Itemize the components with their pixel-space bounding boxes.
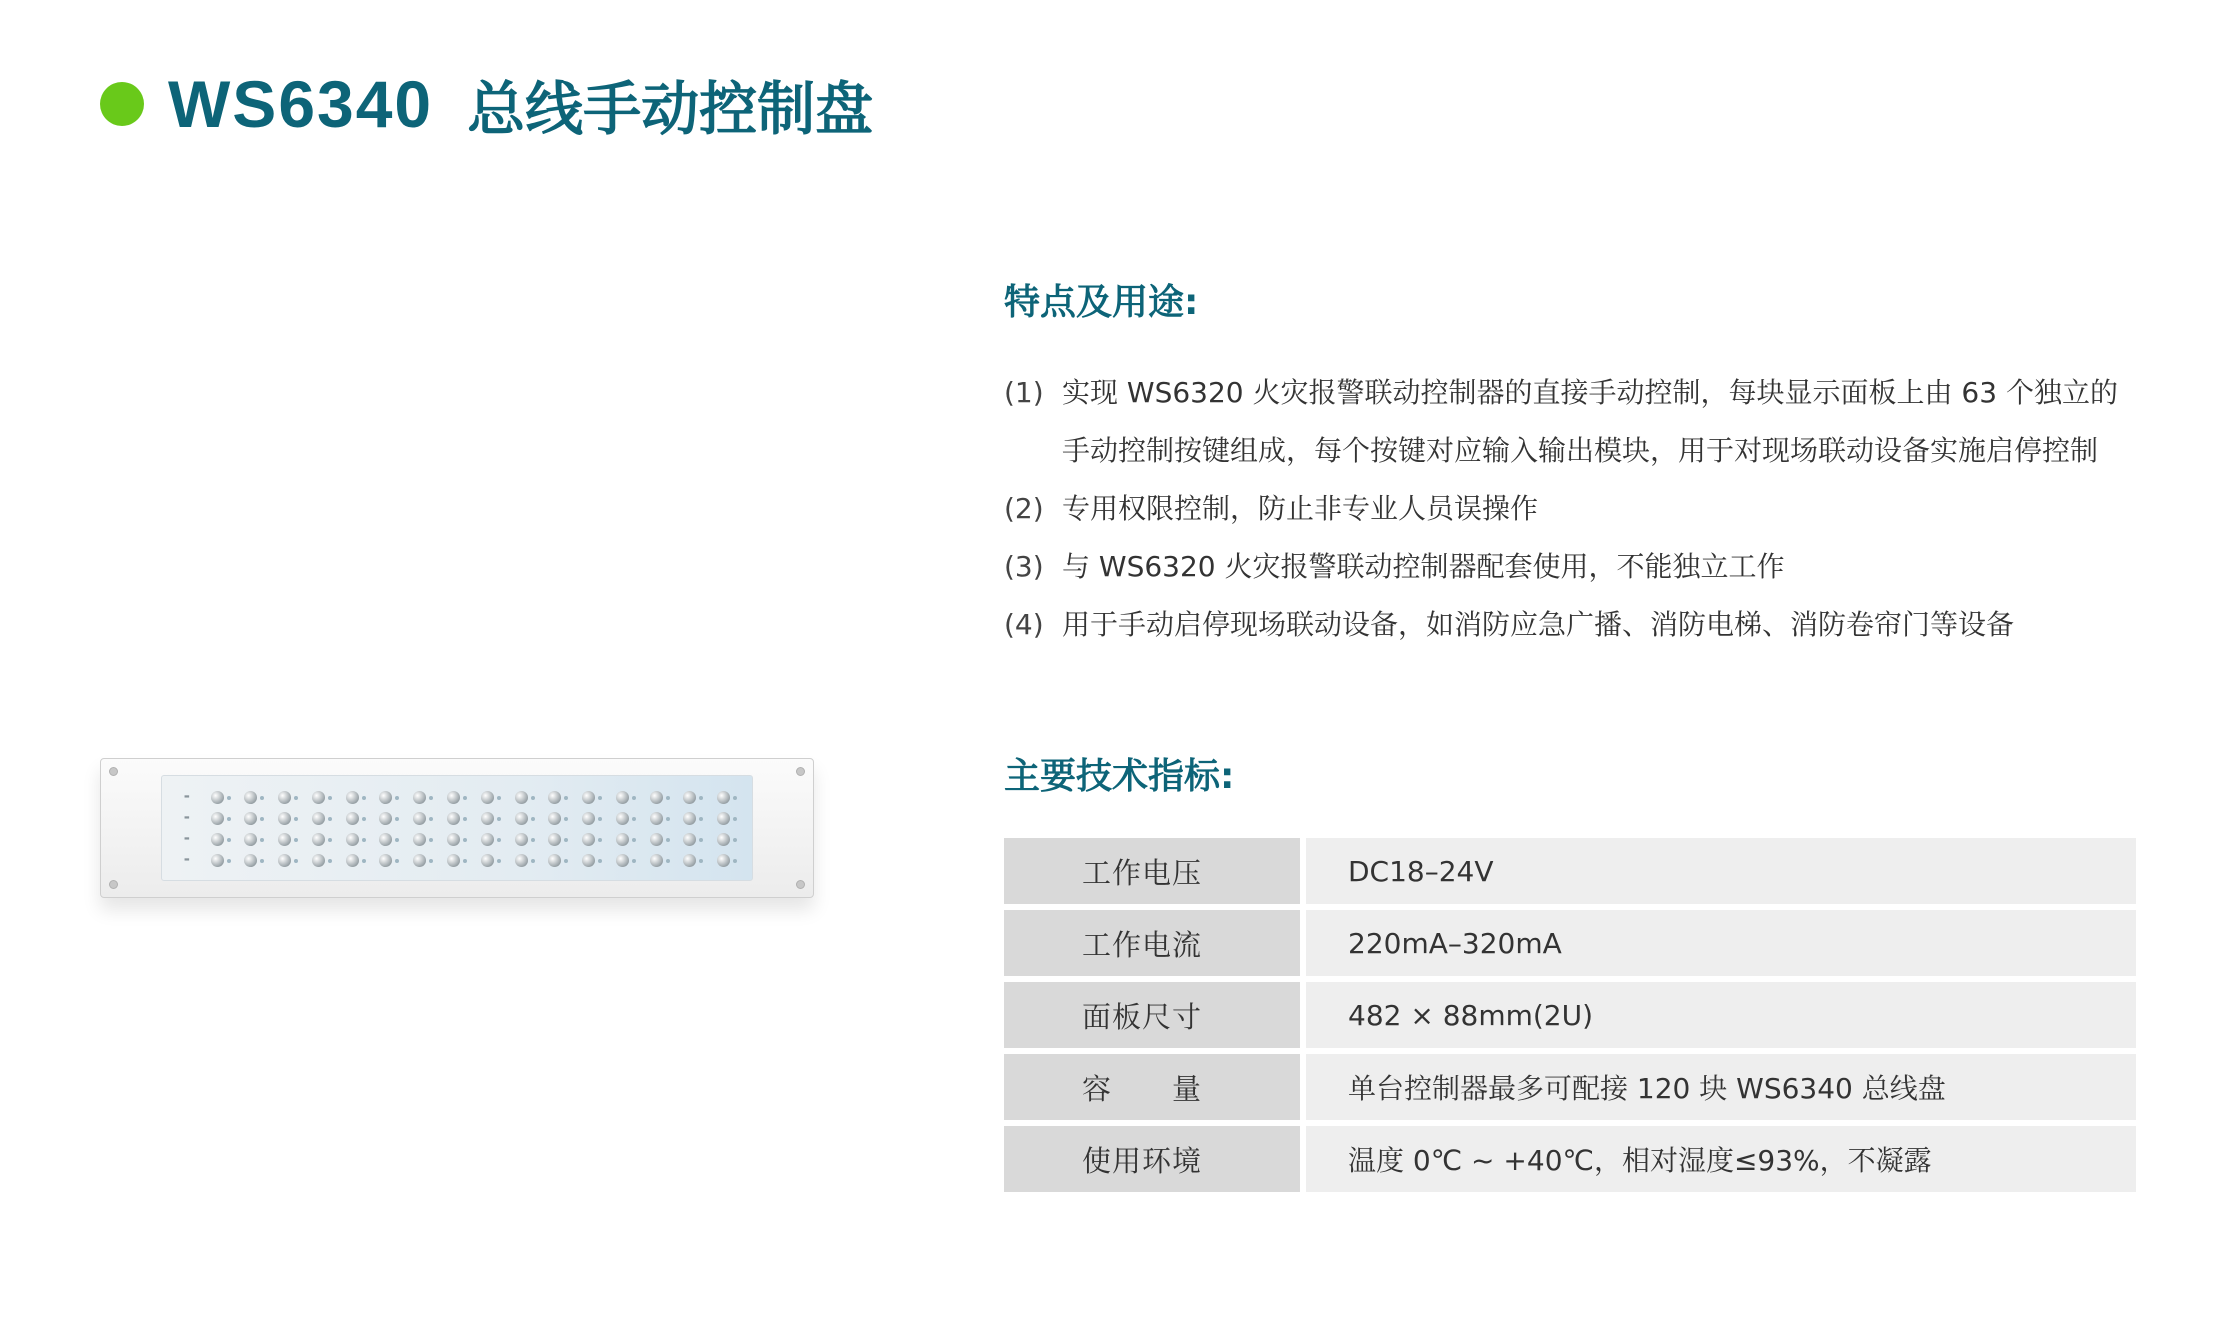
led-icon bbox=[227, 817, 231, 821]
row-label-mark: ▬ bbox=[184, 856, 190, 863]
knob-icon bbox=[717, 808, 737, 827]
rack-panel bbox=[100, 758, 814, 898]
button-face bbox=[161, 775, 753, 881]
knob-icon bbox=[278, 829, 298, 848]
led-icon bbox=[497, 796, 501, 800]
table-row bbox=[1004, 1054, 2136, 1120]
led-icon bbox=[632, 859, 636, 863]
led-icon bbox=[632, 817, 636, 821]
knob-icon bbox=[413, 854, 426, 867]
feature-text: 专用权限控制，防止非专业人员误操作 bbox=[1062, 492, 1539, 525]
knob-icon bbox=[616, 833, 629, 846]
knob-icon bbox=[413, 791, 426, 804]
led-icon bbox=[733, 796, 737, 800]
button-grid bbox=[170, 786, 744, 870]
knob-icon bbox=[278, 808, 298, 827]
spec-value: 温度 0℃ ~ +40℃，相对湿度≤93%，不凝露 bbox=[1306, 1126, 2136, 1192]
knob-icon bbox=[650, 812, 663, 825]
led-icon bbox=[463, 859, 467, 863]
led-icon bbox=[328, 859, 332, 863]
led-icon bbox=[294, 817, 298, 821]
knob-icon bbox=[481, 854, 494, 867]
knob-icon bbox=[379, 829, 399, 848]
knob-icon bbox=[616, 829, 636, 848]
led-icon bbox=[429, 796, 433, 800]
knob-icon bbox=[683, 833, 696, 846]
knob-icon bbox=[312, 812, 325, 825]
led-icon bbox=[362, 859, 366, 863]
led-icon bbox=[395, 838, 399, 842]
knob-icon bbox=[447, 787, 467, 806]
knob-icon bbox=[515, 787, 535, 806]
led-icon bbox=[632, 796, 636, 800]
product-model: WS6340 bbox=[168, 67, 434, 141]
knob-icon bbox=[481, 808, 501, 827]
spec-value: 220mA–320mA bbox=[1306, 910, 2136, 976]
led-icon bbox=[564, 817, 568, 821]
knob-icon bbox=[616, 812, 629, 825]
led-icon bbox=[666, 838, 670, 842]
knob-icon bbox=[413, 850, 433, 869]
knob-icon bbox=[582, 791, 595, 804]
knob-icon bbox=[278, 850, 298, 869]
knob-icon bbox=[346, 812, 359, 825]
led-icon bbox=[260, 859, 264, 863]
spec-label: 使用环境 bbox=[1004, 1126, 1300, 1192]
knob-icon bbox=[481, 829, 501, 848]
knob-icon bbox=[312, 791, 325, 804]
knob-icon bbox=[211, 829, 231, 848]
knob-icon bbox=[413, 787, 433, 806]
knob-icon bbox=[548, 808, 568, 827]
bullet-dot-icon bbox=[100, 82, 144, 126]
led-icon bbox=[328, 817, 332, 821]
features-list bbox=[1004, 364, 2134, 654]
knob-icon bbox=[515, 833, 528, 846]
knob-icon bbox=[548, 812, 561, 825]
led-icon bbox=[429, 817, 433, 821]
led-icon bbox=[362, 838, 366, 842]
knob-icon bbox=[278, 812, 291, 825]
knob-icon bbox=[447, 854, 460, 867]
knob-icon bbox=[717, 854, 730, 867]
led-icon bbox=[666, 859, 670, 863]
knob-icon bbox=[447, 808, 467, 827]
knob-icon bbox=[447, 850, 467, 869]
led-icon bbox=[294, 796, 298, 800]
knob-icon bbox=[650, 854, 663, 867]
knob-icon bbox=[548, 829, 568, 848]
feature-item bbox=[1004, 364, 2134, 480]
led-icon bbox=[294, 859, 298, 863]
knob-icon bbox=[278, 854, 291, 867]
knob-icon bbox=[346, 850, 366, 869]
knob-icon bbox=[717, 812, 730, 825]
knob-icon bbox=[278, 833, 291, 846]
knob-icon bbox=[413, 812, 426, 825]
knob-icon bbox=[717, 791, 730, 804]
led-icon bbox=[598, 838, 602, 842]
led-icon bbox=[328, 796, 332, 800]
knob-icon bbox=[548, 791, 561, 804]
led-icon bbox=[294, 838, 298, 842]
knob-icon bbox=[379, 833, 392, 846]
led-icon bbox=[260, 817, 264, 821]
feature-number: (1) bbox=[1004, 376, 1044, 409]
knob-icon bbox=[413, 829, 433, 848]
knob-icon bbox=[650, 808, 670, 827]
led-icon bbox=[733, 817, 737, 821]
knob-icon bbox=[582, 812, 595, 825]
knob-icon bbox=[650, 829, 670, 848]
table-row bbox=[1004, 982, 2136, 1048]
knob-icon bbox=[211, 787, 231, 806]
knob-icon bbox=[582, 829, 602, 848]
feature-number: (3) bbox=[1004, 550, 1044, 583]
knob-icon bbox=[616, 787, 636, 806]
knob-icon bbox=[244, 833, 257, 846]
knob-icon bbox=[582, 808, 602, 827]
knob-icon bbox=[548, 854, 561, 867]
knob-icon bbox=[515, 812, 528, 825]
knob-icon bbox=[211, 833, 224, 846]
table-row bbox=[1004, 910, 2136, 976]
led-icon bbox=[463, 817, 467, 821]
knob-icon bbox=[582, 850, 602, 869]
knob-icon bbox=[346, 829, 366, 848]
led-icon bbox=[531, 838, 535, 842]
row-label-mark: ▬ bbox=[184, 814, 190, 821]
led-icon bbox=[227, 796, 231, 800]
knob-icon bbox=[379, 812, 392, 825]
knob-icon bbox=[582, 833, 595, 846]
led-icon bbox=[429, 859, 433, 863]
knob-icon bbox=[447, 833, 460, 846]
knob-icon bbox=[211, 812, 224, 825]
knob-icon bbox=[346, 787, 366, 806]
led-icon bbox=[598, 859, 602, 863]
knob-icon bbox=[582, 854, 595, 867]
spec-value: 482 × 88mm(2U) bbox=[1306, 982, 2136, 1048]
led-icon bbox=[260, 796, 264, 800]
knob-icon bbox=[515, 850, 535, 869]
led-icon bbox=[260, 838, 264, 842]
spec-value: DC18–24V bbox=[1306, 838, 2136, 904]
row-label-mark: ▬ bbox=[184, 835, 190, 842]
knob-icon bbox=[515, 791, 528, 804]
knob-icon bbox=[244, 812, 257, 825]
knob-icon bbox=[211, 854, 224, 867]
led-icon bbox=[564, 859, 568, 863]
product-name: 总线手动控制盘 bbox=[467, 75, 874, 143]
led-icon bbox=[564, 796, 568, 800]
knob-icon bbox=[447, 791, 460, 804]
feature-number: (2) bbox=[1004, 492, 1044, 525]
knob-icon bbox=[616, 854, 629, 867]
led-icon bbox=[227, 838, 231, 842]
led-icon bbox=[395, 796, 399, 800]
feature-number: (4) bbox=[1004, 608, 1044, 641]
knob-icon bbox=[616, 850, 636, 869]
feature-item bbox=[1004, 480, 2134, 538]
knob-icon bbox=[548, 787, 568, 806]
knob-icon bbox=[413, 833, 426, 846]
knob-icon bbox=[211, 850, 231, 869]
knob-icon bbox=[211, 791, 224, 804]
led-icon bbox=[598, 817, 602, 821]
knob-icon bbox=[481, 812, 494, 825]
knob-icon bbox=[683, 812, 696, 825]
mount-hole-icon bbox=[109, 880, 118, 889]
knob-icon bbox=[515, 854, 528, 867]
knob-icon bbox=[515, 829, 535, 848]
spec-label: 工作电流 bbox=[1004, 910, 1300, 976]
knob-icon bbox=[244, 787, 264, 806]
feature-item bbox=[1004, 538, 2134, 596]
knob-icon bbox=[481, 787, 501, 806]
mount-hole-icon bbox=[109, 767, 118, 776]
knob-icon bbox=[244, 791, 257, 804]
led-icon bbox=[497, 838, 501, 842]
table-row bbox=[1004, 838, 2136, 904]
knob-icon bbox=[312, 833, 325, 846]
knob-icon bbox=[447, 829, 467, 848]
led-icon bbox=[531, 796, 535, 800]
led-icon bbox=[463, 838, 467, 842]
knob-icon bbox=[312, 787, 332, 806]
knob-icon bbox=[683, 787, 703, 806]
feature-text: 用于手动启停现场联动设备，如消防应急广播、消防电梯、消防卷帘门等设备 bbox=[1062, 608, 2015, 641]
feature-text: 与 WS6320 火灾报警联动控制器配套使用，不能独立工作 bbox=[1062, 550, 1785, 583]
knob-icon bbox=[346, 808, 366, 827]
led-icon bbox=[666, 817, 670, 821]
spec-value: 单台控制器最多可配接 120 块 WS6340 总线盘 bbox=[1306, 1054, 2136, 1120]
knob-icon bbox=[683, 854, 696, 867]
knob-icon bbox=[481, 850, 501, 869]
knob-icon bbox=[481, 833, 494, 846]
led-icon bbox=[699, 796, 703, 800]
knob-icon bbox=[413, 808, 433, 827]
knob-icon bbox=[346, 791, 359, 804]
led-icon bbox=[699, 817, 703, 821]
led-icon bbox=[699, 838, 703, 842]
knob-icon bbox=[278, 791, 291, 804]
knob-icon bbox=[582, 787, 602, 806]
page-title bbox=[100, 62, 873, 146]
knob-icon bbox=[244, 829, 264, 848]
led-icon bbox=[395, 817, 399, 821]
knob-icon bbox=[379, 791, 392, 804]
feature-item bbox=[1004, 596, 2134, 654]
knob-icon bbox=[379, 808, 399, 827]
led-icon bbox=[733, 859, 737, 863]
knob-icon bbox=[312, 850, 332, 869]
row-label-mark: ▬ bbox=[184, 793, 190, 800]
knob-icon bbox=[447, 812, 460, 825]
led-icon bbox=[227, 859, 231, 863]
knob-icon bbox=[346, 833, 359, 846]
knob-icon bbox=[683, 791, 696, 804]
knob-icon bbox=[244, 854, 257, 867]
knob-icon bbox=[211, 808, 231, 827]
knob-icon bbox=[379, 850, 399, 869]
feature-text: 实现 WS6320 火灾报警联动控制器的直接手动控制，每块显示面板上由 63 个独立的手动控制按键组成，每个按键对应输入输出模块，用于对现场联动设备实施启停控制 bbox=[1062, 376, 2118, 467]
knob-icon bbox=[548, 850, 568, 869]
spec-label: 容 量 bbox=[1004, 1054, 1300, 1120]
led-icon bbox=[598, 796, 602, 800]
knob-icon bbox=[650, 850, 670, 869]
knob-icon bbox=[379, 854, 392, 867]
knob-icon bbox=[717, 833, 730, 846]
product-photo bbox=[100, 758, 812, 898]
led-icon bbox=[362, 796, 366, 800]
knob-icon bbox=[379, 787, 399, 806]
led-icon bbox=[429, 838, 433, 842]
features-heading: 特点及用途: bbox=[1004, 282, 1199, 323]
specs-heading: 主要技术指标: bbox=[1004, 756, 1235, 797]
led-icon bbox=[733, 838, 737, 842]
knob-icon bbox=[312, 808, 332, 827]
mount-hole-icon bbox=[796, 880, 805, 889]
led-icon bbox=[497, 859, 501, 863]
knob-icon bbox=[650, 833, 663, 846]
led-icon bbox=[531, 817, 535, 821]
knob-icon bbox=[683, 808, 703, 827]
knob-icon bbox=[548, 833, 561, 846]
knob-icon bbox=[481, 791, 494, 804]
led-icon bbox=[632, 838, 636, 842]
led-icon bbox=[395, 859, 399, 863]
knob-icon bbox=[616, 808, 636, 827]
knob-icon bbox=[650, 791, 663, 804]
led-icon bbox=[531, 859, 535, 863]
knob-icon bbox=[346, 854, 359, 867]
spec-label: 面板尺寸 bbox=[1004, 982, 1300, 1048]
knob-icon bbox=[650, 787, 670, 806]
table-row bbox=[1004, 1126, 2136, 1192]
knob-icon bbox=[683, 850, 703, 869]
mount-hole-icon bbox=[796, 767, 805, 776]
knob-icon bbox=[515, 808, 535, 827]
knob-icon bbox=[683, 829, 703, 848]
spec-label: 工作电压 bbox=[1004, 838, 1300, 904]
knob-icon bbox=[717, 850, 737, 869]
knob-icon bbox=[717, 787, 737, 806]
knob-icon bbox=[717, 829, 737, 848]
led-icon bbox=[666, 796, 670, 800]
led-icon bbox=[328, 838, 332, 842]
knob-icon bbox=[278, 787, 298, 806]
specs-table bbox=[1004, 838, 2136, 1198]
knob-icon bbox=[312, 854, 325, 867]
led-icon bbox=[699, 859, 703, 863]
knob-icon bbox=[312, 829, 332, 848]
led-icon bbox=[463, 796, 467, 800]
knob-icon bbox=[244, 850, 264, 869]
led-icon bbox=[564, 838, 568, 842]
led-icon bbox=[497, 817, 501, 821]
knob-icon bbox=[244, 808, 264, 827]
knob-icon bbox=[616, 791, 629, 804]
led-icon bbox=[362, 817, 366, 821]
